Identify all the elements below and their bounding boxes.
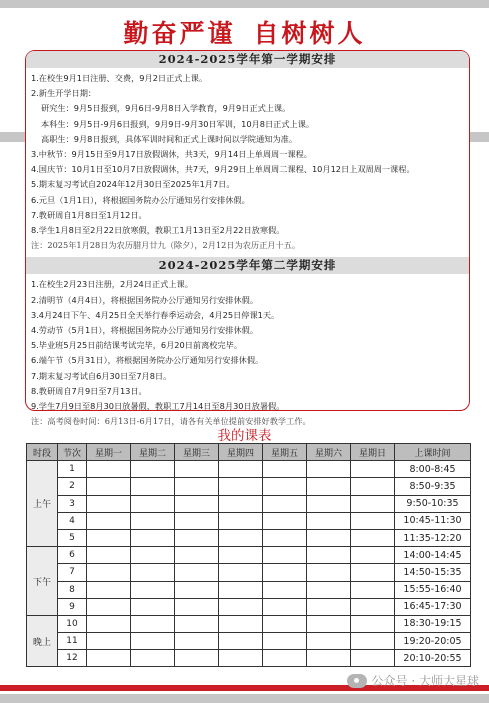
course-cell[interactable] [351,598,395,615]
header-saturday: 星期六 [307,444,351,461]
course-cell[interactable] [219,461,263,478]
course-cell[interactable] [307,461,351,478]
course-cell[interactable] [307,633,351,650]
course-cell[interactable] [175,529,219,546]
course-cell[interactable] [307,564,351,581]
course-cell[interactable] [87,547,131,564]
class-time: 10:45-11:30 [395,512,471,529]
table-row [27,529,471,546]
session-number: 10 [58,615,87,632]
timetable-header-row [27,444,471,461]
course-cell[interactable] [351,650,395,667]
semester1-item: 7.教研周自1月8日至1月12日。 [31,209,147,220]
semester1-item: 8.学生1月8日至2月22日放寒假，教职工1月13日至2月22日放寒假。 [31,225,285,236]
header-tuesday: 星期二 [131,444,175,461]
course-cell[interactable] [87,529,131,546]
class-time: 8:50-9:35 [395,478,471,495]
semester2-item: 8.教研周自7月9日至7月13日。 [31,385,147,396]
semester1-list [26,68,469,253]
course-cell[interactable] [131,461,175,478]
course-cell[interactable] [219,529,263,546]
semester1-title: 2024-2025学年第一学期安排 [26,51,469,68]
session-number: 8 [58,581,87,598]
header-period: 时段 [27,444,58,461]
course-cell[interactable] [175,650,219,667]
course-cell[interactable] [87,564,131,581]
course-cell[interactable] [87,615,131,632]
course-cell[interactable] [131,581,175,598]
course-cell[interactable] [263,633,307,650]
course-cell[interactable] [351,495,395,512]
session-number: 6 [58,547,87,564]
course-cell[interactable] [175,615,219,632]
course-cell[interactable] [351,478,395,495]
course-cell[interactable] [87,633,131,650]
course-cell[interactable] [351,564,395,581]
watermark [347,672,479,689]
period-label: 下午 [27,547,58,616]
header-class-time: 上课时间 [395,444,471,461]
course-cell[interactable] [87,478,131,495]
class-time: 14:00-14:45 [395,547,471,564]
course-cell[interactable] [351,461,395,478]
class-time: 20:10-20:55 [395,650,471,667]
semester-arrangement-card [25,50,470,427]
course-cell[interactable] [307,512,351,529]
course-cell[interactable] [307,495,351,512]
semester1-item: 2.新生开学日期： [31,88,97,99]
course-cell[interactable] [219,650,263,667]
semester2-list [26,274,469,429]
course-cell[interactable] [307,529,351,546]
course-cell[interactable] [175,495,219,512]
semester1-item: 6.元旦（1月1日），将根据国务院办公厅通知另行安排休假。 [31,194,250,205]
motto-right: 自树树人 [253,19,366,48]
semester2-note: 注：高考阅卷时间：6月13日-6月17日，请各有关单位提前安排好教学工作。 [31,416,311,427]
course-cell[interactable] [219,547,263,564]
course-cell[interactable] [131,615,175,632]
course-cell[interactable] [87,598,131,615]
course-cell[interactable] [219,512,263,529]
course-cell[interactable] [263,564,307,581]
period-label: 上午 [27,461,58,547]
class-time: 15:55-16:40 [395,581,471,598]
course-cell[interactable] [263,547,307,564]
header-sunday: 星期日 [351,444,395,461]
table-row [27,633,471,650]
table-row [27,650,471,667]
semester2-item: 5.毕业班5月25日前结课考试完毕，6月20日前离校完毕。 [31,340,243,351]
course-cell[interactable] [307,547,351,564]
right-gray-band [470,132,489,142]
session-number: 9 [58,598,87,615]
session-number: 3 [58,495,87,512]
course-cell[interactable] [307,615,351,632]
course-cell[interactable] [175,547,219,564]
header-monday: 星期一 [87,444,131,461]
course-cell[interactable] [87,495,131,512]
course-cell[interactable] [263,495,307,512]
course-cell[interactable] [87,581,131,598]
course-cell[interactable] [175,564,219,581]
session-number: 1 [58,461,87,478]
table-row [27,564,471,581]
period-label: 晚上 [27,615,58,667]
course-cell[interactable] [175,633,219,650]
semester2-item: 4.劳动节（5月1日），将根据国务院办公厅通知另行安排休假。 [31,325,259,336]
course-cell[interactable] [87,650,131,667]
course-cell[interactable] [263,650,307,667]
course-cell[interactable] [351,547,395,564]
course-cell[interactable] [131,633,175,650]
session-number: 4 [58,512,87,529]
semester1-item: 3.中秋节：9月15日至9月17日放假调休，共3天，9月14日上单周周一课程。 [31,149,312,160]
class-time: 16:45-17:30 [395,598,471,615]
course-cell[interactable] [263,529,307,546]
course-cell[interactable] [351,615,395,632]
course-cell[interactable] [351,633,395,650]
course-cell[interactable] [131,564,175,581]
course-cell[interactable] [351,529,395,546]
course-cell[interactable] [263,615,307,632]
semester1-item: 本科生：9月5日-9月6日报到，9月9日-9月30日军训，10月8日正式上课。 [41,118,315,129]
semester1-item: 1.在校生9月1日注册、交费，9月2日正式上课。 [31,73,208,83]
course-cell[interactable] [87,512,131,529]
semester2-item: 3.4月24日下午、4月25日全天举行春季运动会，4月25日停课1天。 [31,309,280,320]
header-session: 节次 [58,444,87,461]
table-row [27,495,471,512]
session-number: 12 [58,650,87,667]
table-row [27,547,471,564]
class-time: 18:30-19:15 [395,615,471,632]
course-cell[interactable] [175,598,219,615]
top-gray-band [0,0,489,8]
semester2-item: 7.期末复习考试自6月30日至7月8日。 [31,370,172,381]
timetable-body [27,461,471,667]
session-number: 7 [58,564,87,581]
course-cell[interactable] [131,478,175,495]
course-cell[interactable] [175,478,219,495]
course-cell[interactable] [219,564,263,581]
wechat-icon [347,674,367,688]
semester2-title: 2024-2025学年第二学期安排 [26,257,469,274]
motto-left: 勤奋严谨 [123,19,236,48]
header-friday: 星期五 [263,444,307,461]
class-time: 8:00-8:45 [395,461,471,478]
course-cell[interactable] [219,478,263,495]
class-time: 14:50-15:35 [395,564,471,581]
table-row [27,581,471,598]
course-cell[interactable] [263,512,307,529]
course-cell[interactable] [131,650,175,667]
class-time: 19:20-20:05 [395,633,471,650]
course-cell[interactable] [307,478,351,495]
header-thursday: 星期四 [219,444,263,461]
course-cell[interactable] [263,461,307,478]
semester1-item: 4.国庆节：10月1日至10月7日放假调休，共7天，9月29日上单周周二课程、10月12日上双周周一课程。 [31,164,415,175]
course-cell[interactable] [263,581,307,598]
semester1-note: 注：2025年1月28日为农历腊月廿九（除夕），2月12日为农历正月十五。 [31,240,301,251]
course-cell[interactable] [307,598,351,615]
course-cell[interactable] [219,633,263,650]
table-row [27,478,471,495]
course-cell[interactable] [131,529,175,546]
course-cell[interactable] [219,581,263,598]
semester2-item: 9.学生7月9日至8月30日放暑假，教职工7月14日至8月30日放暑假。 [31,401,285,412]
course-cell[interactable] [219,615,263,632]
table-row [27,461,471,478]
table-row [27,598,471,615]
header-wednesday: 星期三 [175,444,219,461]
table-row [27,615,471,632]
semester1-item: 研究生：9月5日报到，9月6日-9月8日入学教育，9月9日正式上课。 [41,103,291,114]
left-gray-band [0,132,25,142]
school-motto [0,14,489,50]
timetable [26,443,471,667]
course-cell[interactable] [263,598,307,615]
session-number: 11 [58,633,87,650]
session-number: 2 [58,478,87,495]
course-cell[interactable] [87,461,131,478]
course-cell[interactable] [219,495,263,512]
course-cell[interactable] [175,461,219,478]
semester2-item: 2.清明节（4月4日），将根据国务院办公厅通知另行安排休假。 [31,294,259,305]
semester1-item: 5.期末复习考试自2024年12月30日至2025年1月7日。 [31,179,235,190]
timetable-title: 我的课表 [217,428,272,444]
session-number: 5 [58,529,87,546]
course-cell[interactable] [307,650,351,667]
bottom-gray-band [0,694,489,703]
table-row [27,512,471,529]
course-cell[interactable] [263,478,307,495]
course-cell[interactable] [175,581,219,598]
semester2-item: 6.端午节（5月31日），将根据国务院办公厅通知另行安排休假。 [31,355,264,366]
semester1-item: 高职生：9月8日报到，具体军训时间和正式上课时间以学院通知为准。 [41,133,298,144]
class-time: 9:50-10:35 [395,495,471,512]
course-cell[interactable] [351,581,395,598]
course-cell[interactable] [219,598,263,615]
course-cell[interactable] [131,598,175,615]
course-cell[interactable] [175,512,219,529]
class-time: 11:35-12:20 [395,529,471,546]
course-cell[interactable] [307,581,351,598]
course-cell[interactable] [131,547,175,564]
watermark-text: 公众号 · 大师大星球 [371,674,479,688]
course-cell[interactable] [131,512,175,529]
course-cell[interactable] [351,512,395,529]
semester2-item: 1.在校生2月23日注册，2月24日正式上课。 [31,279,193,290]
course-cell[interactable] [131,495,175,512]
